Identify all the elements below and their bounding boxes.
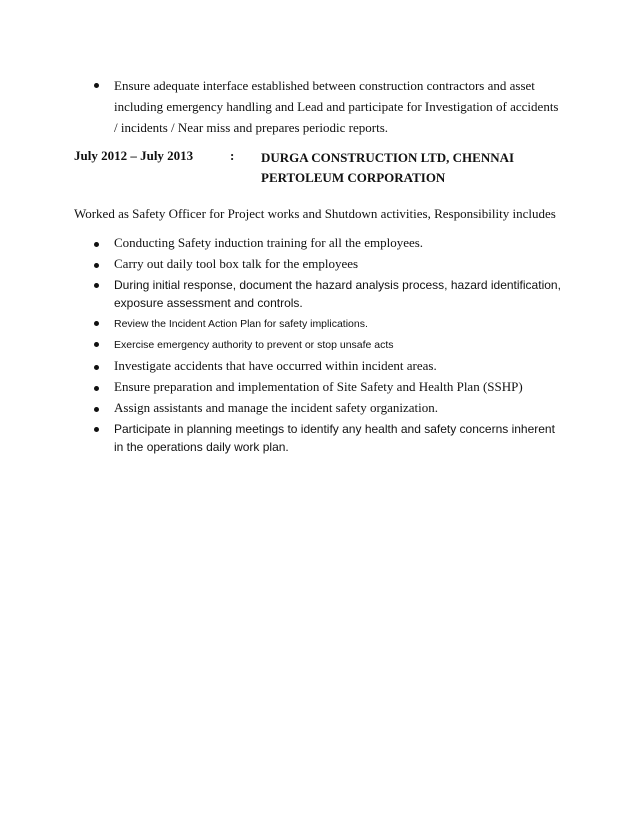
responsibilities-list bbox=[94, 234, 564, 459]
role-description: Worked as Safety Officer for Project works and Shutdown activities, Responsibility includes bbox=[74, 206, 556, 221]
bullet-text: Assign assistants and manage the incident safety organization. bbox=[114, 400, 438, 415]
bullet-icon bbox=[94, 407, 99, 412]
bullet-text: Ensure preparation and implementation of Site Safety and Health Plan (SSHP) bbox=[114, 379, 523, 394]
bullet-text: Ensure adequate interface established between construction contractors and asset including emergency handling and Lead and participate for Investigation of accidents / incidents / Near miss and prepares periodic reports. bbox=[114, 78, 559, 135]
list-item bbox=[94, 399, 564, 417]
company-line-1: DURGA CONSTRUCTION LTD, CHENNAI bbox=[261, 150, 515, 165]
bullet-text: Participate in planning meetings to identify any health and safety concerns inherent in the operations daily work plan. bbox=[114, 422, 555, 454]
bullet-icon bbox=[94, 263, 99, 268]
bullet-text: Conducting Safety induction training for all the employees. bbox=[114, 235, 424, 250]
list-item bbox=[94, 315, 564, 333]
bullet-icon bbox=[94, 321, 99, 326]
list-item bbox=[94, 357, 564, 375]
bullet-icon bbox=[94, 427, 99, 432]
list-item bbox=[94, 336, 564, 354]
top-bullet-list bbox=[94, 75, 564, 138]
bullet-text: Exercise emergency authority to prevent or stop unsafe acts bbox=[114, 339, 394, 351]
bullet-icon bbox=[94, 283, 99, 288]
bullet-text: During initial response, document the hazard analysis process, hazard identification, exposure assessment and controls. bbox=[114, 278, 561, 310]
bullet-icon bbox=[94, 365, 99, 370]
company-name bbox=[261, 148, 561, 188]
bullet-icon bbox=[94, 342, 99, 347]
job-colon: : bbox=[230, 148, 235, 163]
list-item bbox=[94, 75, 564, 138]
list-item bbox=[94, 255, 564, 273]
job-dates: July 2012 – July 2013 bbox=[74, 148, 194, 163]
list-item bbox=[94, 420, 564, 456]
bullet-text: Investigate accidents that have occurred within incident areas. bbox=[114, 358, 437, 373]
list-item bbox=[94, 234, 564, 252]
bullet-text: Review the Incident Action Plan for safety implications. bbox=[114, 318, 368, 330]
bullet-icon bbox=[94, 83, 99, 88]
bullet-icon bbox=[94, 386, 99, 391]
bullet-icon bbox=[94, 242, 99, 247]
list-item bbox=[94, 276, 564, 312]
bullet-text: Carry out daily tool box talk for the employees bbox=[114, 256, 359, 271]
list-item bbox=[94, 378, 564, 396]
company-line-2: PERTOLEUM CORPORATION bbox=[261, 170, 446, 185]
